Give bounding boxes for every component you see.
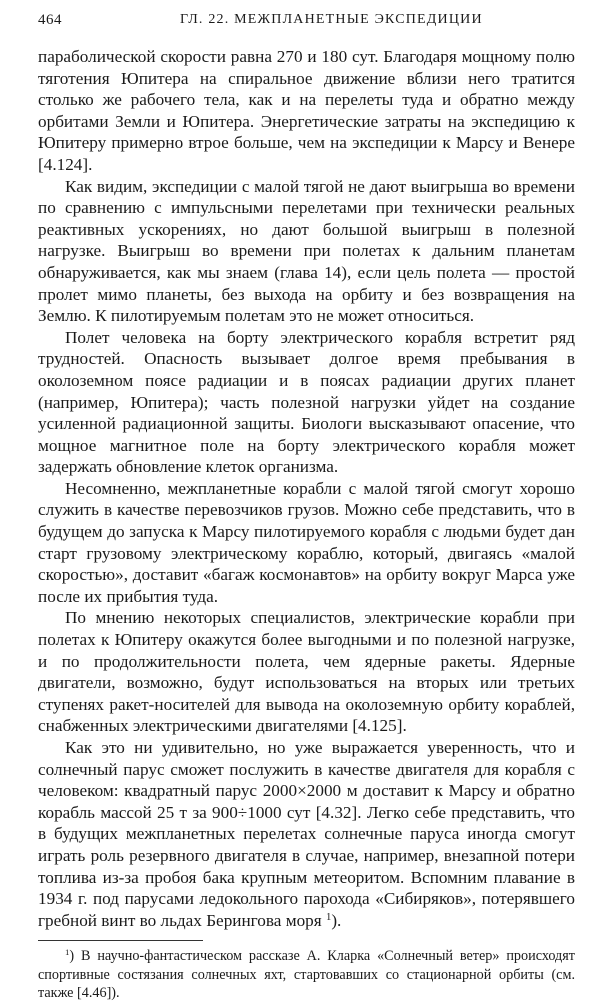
paragraph-4: Несомненно, межпланетные корабли с малой тягой смогут хорошо служить в качестве перевозчиков грузов. Можно себе представить, что в будущем до запуска к Марсу пилотируемого корабля с людьми будет дан старт грузовому электрическому кораблю, который, двигаясь «малой скоростью», доставит «багаж космонавтов» на орбиту вокруг Марса уже после их прибытия туда. <box>38 478 575 606</box>
footnote-reference: 1 <box>325 911 332 923</box>
page-number: 464 <box>38 12 62 28</box>
paragraph-1: параболической скорости равна 270 и 180 сут. Благодаря мощному полю тяготения Юпитера на спиральное движение вблизи него тратится столько же рабочего тела, как и на перелеты туда и обратно между орбитами Земли и Юпитера. Энергетические затраты на экспедицию к Юпитеру примерно втрое больше, чем на экспедиции к Марсу и Венере [4.124]. <box>38 47 575 174</box>
footnote-text: ) В научно-фантастическом рассказе А. Кларка «Солнечный ветер» происходят спортивные состязания солнечных яхт, стартовавших со стационарной орбиты (см. также [4.46]). <box>38 948 575 1002</box>
paragraph-6-close: ). <box>331 910 342 930</box>
paragraph-6-text: Как это ни удивительно, но уже выражается уверенность, что и солнечный парус сможет послужить в качестве двигателя для корабля с человеком: квадратный парус 2000×2000 м доставит к Марсу и обратно корабль массой 25 т за 900÷1000 сут [4.32]. Легко себе представить, что в будущих межпланетных перелетах солнечные паруса иногда смогут играть роль резервного двигателя в случае, например, внезапной потери топлива из-за пробоя бака крупным метеоритом. Вспомним плавание в 1934 г. под парусами ледокольного парохода «Сибиряков», потерявшего гребной винт во льдах Берингова моря <box>38 738 575 930</box>
paragraph-3: Полет человека на борту электрического корабля встретит ряд трудностей. Опасность вызывает долгое время пребывания в околоземном поясе радиации и в поясах радиации других планет (например, Юпитера); часть полезной нагрузки уйдет на создание усиленной радиационной защиты. Биологи высказывают опасение, что мощное магнитное поле на борту электрического корабля может задержать обновление клеток организма. <box>38 327 575 477</box>
footnote-marker: 1 <box>65 947 70 958</box>
paragraph-2: Как видим, экспедиции с малой тягой не дают выигрыша во времени по сравнению с импульсными перелетами при технически реальных реактивных ускорениях, но дают большой выигрыш в полезной нагрузке. Выигрыш во времени при полетах к дальним планетам обнаруживается, как мы знаем (глава 14), если цель полета — простой пролет мимо планеты, без выхода на орбиту и без возвращения на Землю. К пилотируемым полетам это не может относиться. <box>38 176 575 326</box>
body-text <box>38 46 575 931</box>
page-header <box>38 12 575 36</box>
footnote <box>38 947 575 1003</box>
running-title: ГЛ. 22. МЕЖПЛАНЕТНЫЕ ЭКСПЕДИЦИИ <box>180 12 483 27</box>
book-page <box>38 12 575 1003</box>
paragraph-5: По мнению некоторых специалистов, электрические корабли при полетах к Юпитеру окажутся более выгодными и по полезной нагрузке, и по продолжительности полета, чем ядерные ракеты. Ядерные двигатели, возможно, будут использоваться на вторых или третьих ступенях ракет-носителей для вывода на околоземную орбиту кораблей, снабженных электрическими двигателями [4.125]. <box>38 608 575 736</box>
paragraph-6 <box>38 737 575 931</box>
footnote-divider <box>38 940 203 941</box>
